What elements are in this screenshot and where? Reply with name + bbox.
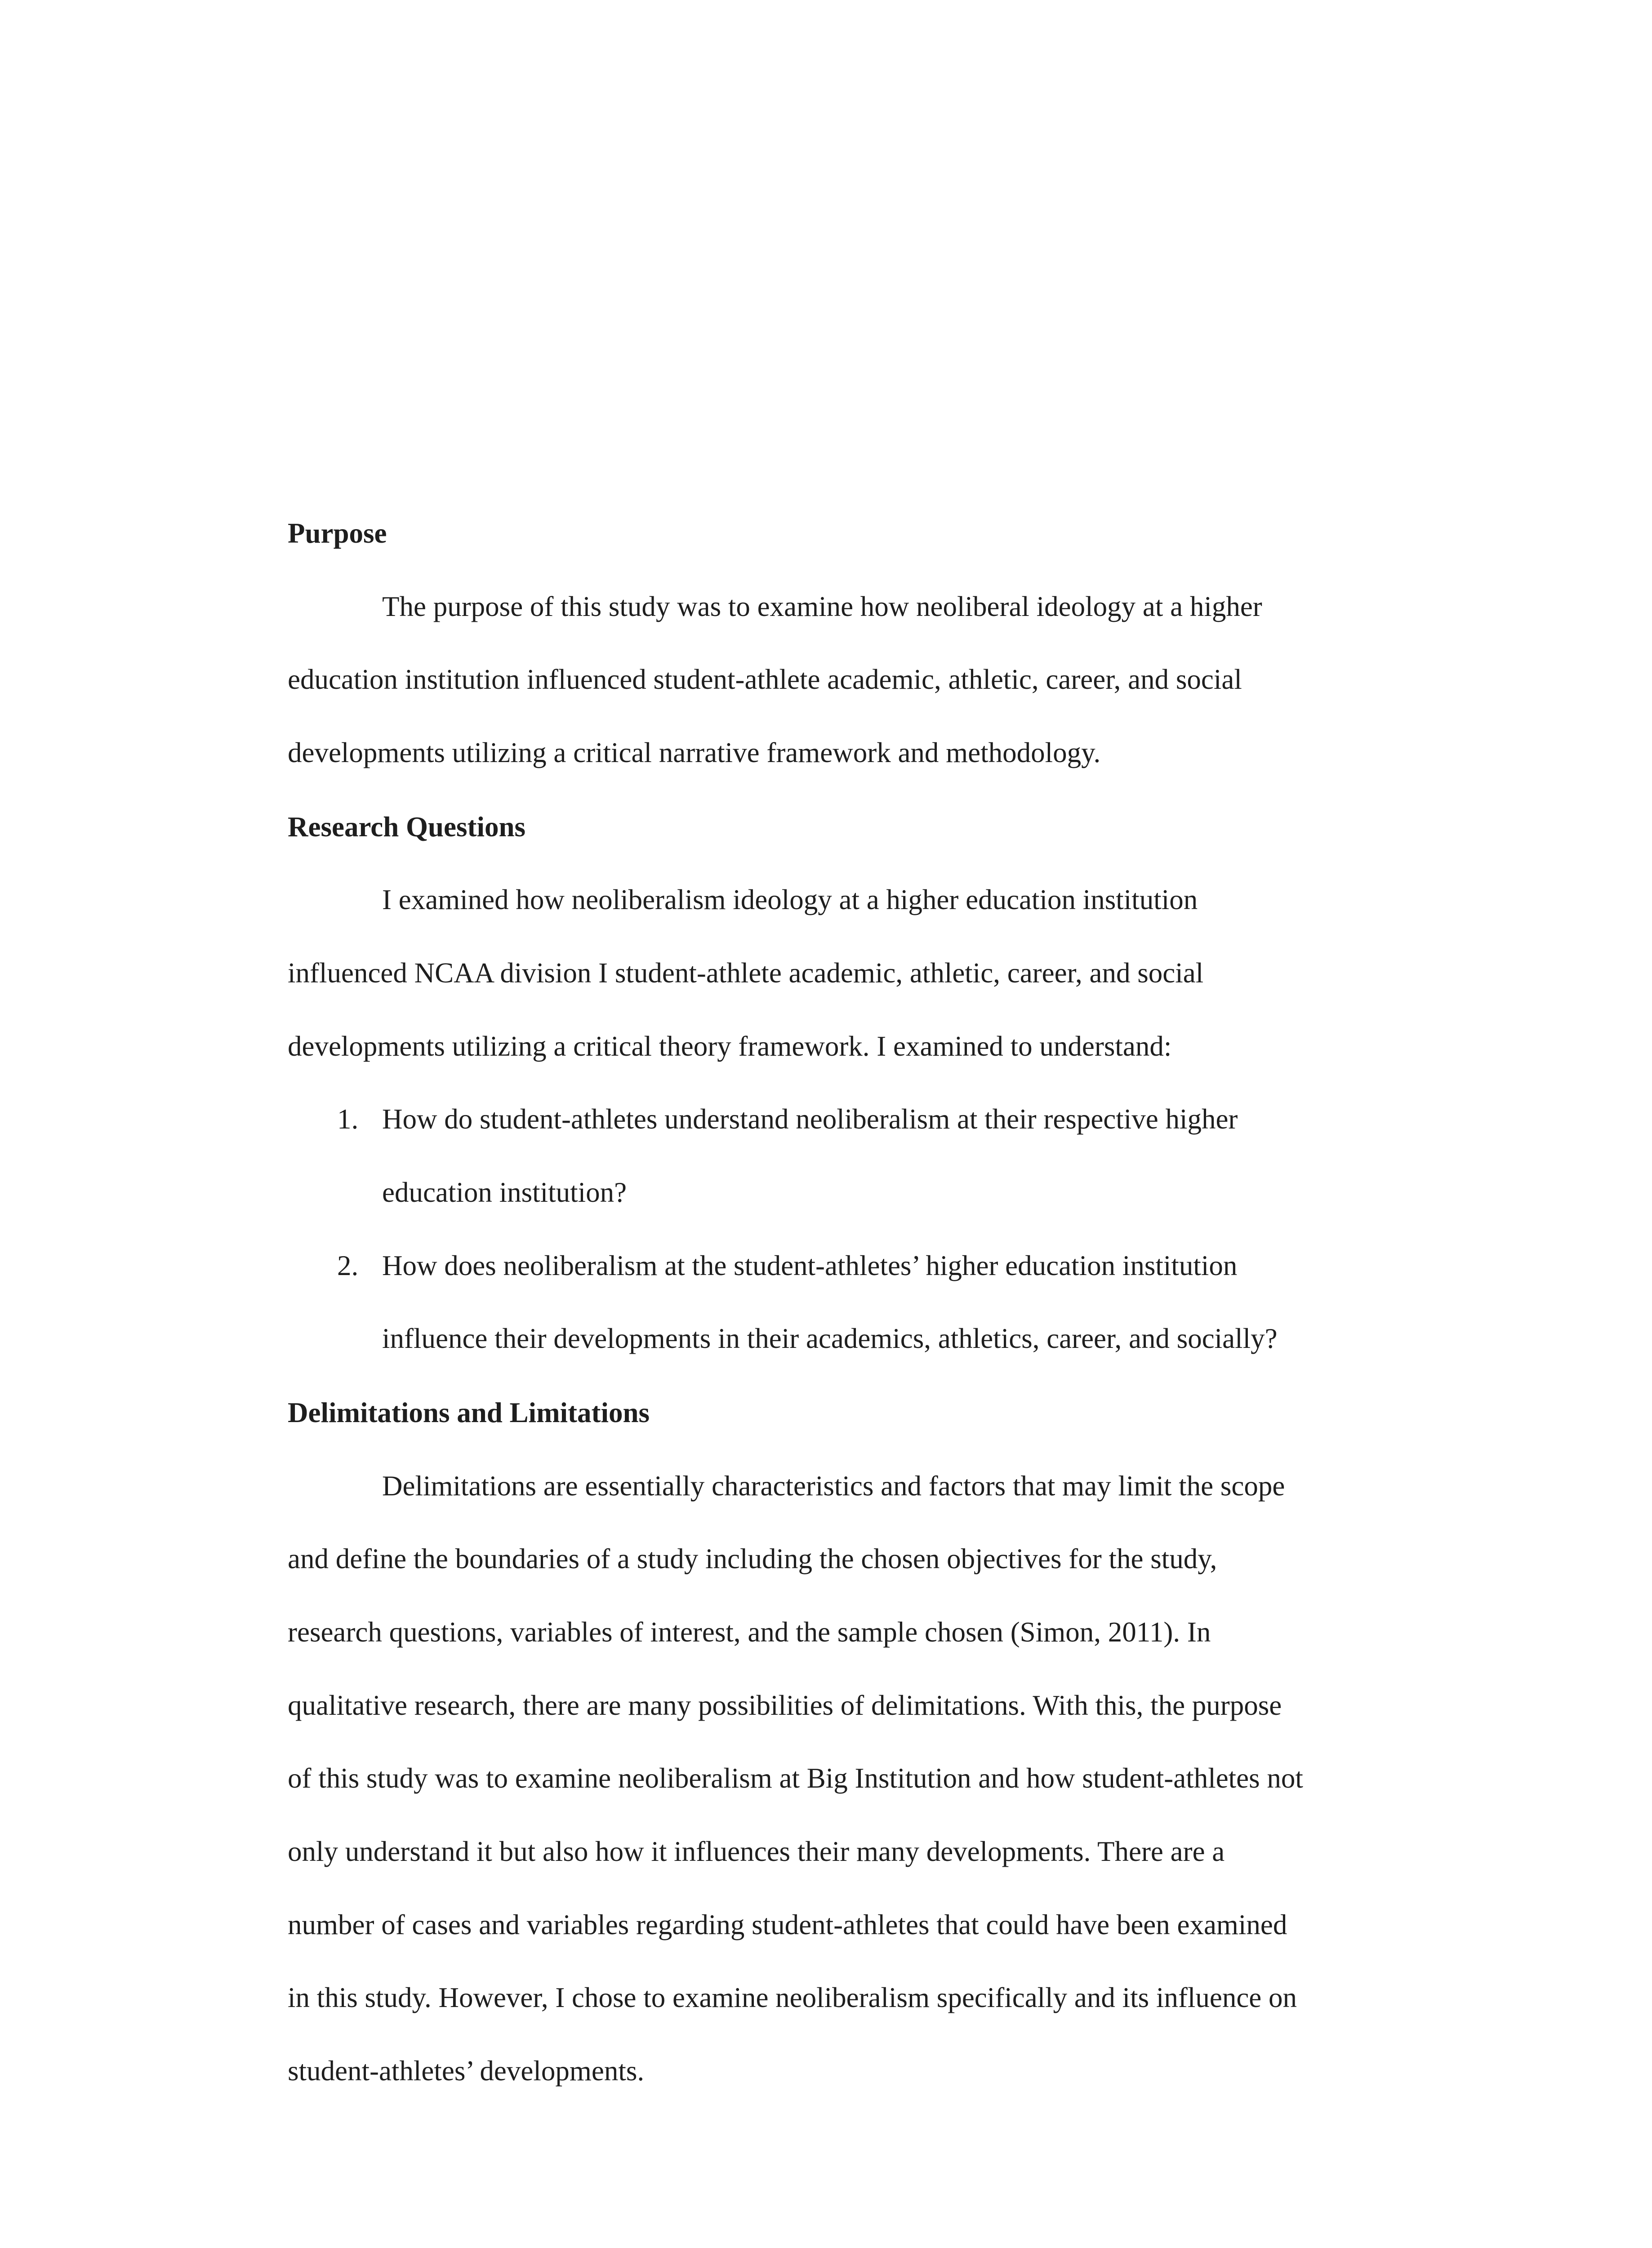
paragraph-line: number of cases and variables regarding student-athletes that could have been examined (288, 1909, 1287, 1940)
paragraph-line: research questions, variables of interest, and the sample chosen (Simon, 2011). In (288, 1616, 1211, 1648)
paragraph-line: influenced NCAA division I student-athlete academic, athletic, career, and social (288, 957, 1204, 989)
paragraph-line: developments utilizing a critical narrative framework and methodology. (288, 737, 1101, 768)
paragraph-line: education institution influenced student-athlete academic, athletic, career, and social (288, 664, 1242, 695)
list-item-number: 2. (337, 1250, 359, 1281)
list-item-number: 1. (337, 1103, 359, 1135)
list-item-line: How does neoliberalism at the student-athletes’ higher education institution (382, 1250, 1238, 1281)
list-item-line: education institution? (382, 1177, 627, 1208)
paragraph-line: only understand it but also how it influences their many developments. There are a (288, 1836, 1225, 1867)
paragraph-line: of this study was to examine neoliberalism at Big Institution and how student-athletes not (288, 1762, 1303, 1794)
paragraph-line: Delimitations are essentially characteristics and factors that may limit the scope (382, 1470, 1285, 1502)
paragraph-line: student-athletes’ developments. (288, 2055, 645, 2087)
list-item-line: How do student-athletes understand neoliberalism at their respective higher (382, 1103, 1238, 1135)
section-heading-purpose: Purpose (288, 517, 387, 549)
paragraph-line: The purpose of this study was to examine how neoliberal ideology at a higher (382, 591, 1262, 622)
section-heading-research-questions: Research Questions (288, 811, 526, 843)
section-heading-delimitations: Delimitations and Limitations (288, 1397, 650, 1428)
list-item-line: influence their developments in their academics, athletics, career, and socially? (382, 1323, 1278, 1354)
paragraph-line: qualitative research, there are many possibilities of delimitations. With this, the purpose (288, 1690, 1282, 1721)
paragraph-line: developments utilizing a critical theory framework. I examined to understand: (288, 1030, 1172, 1062)
paragraph-line: and define the boundaries of a study including the chosen objectives for the study, (288, 1543, 1217, 1574)
paragraph-line: I examined how neoliberalism ideology at a higher education institution (382, 884, 1198, 915)
paragraph-line: in this study. However, I chose to examine neoliberalism specifically and its influence on (288, 1982, 1297, 2013)
